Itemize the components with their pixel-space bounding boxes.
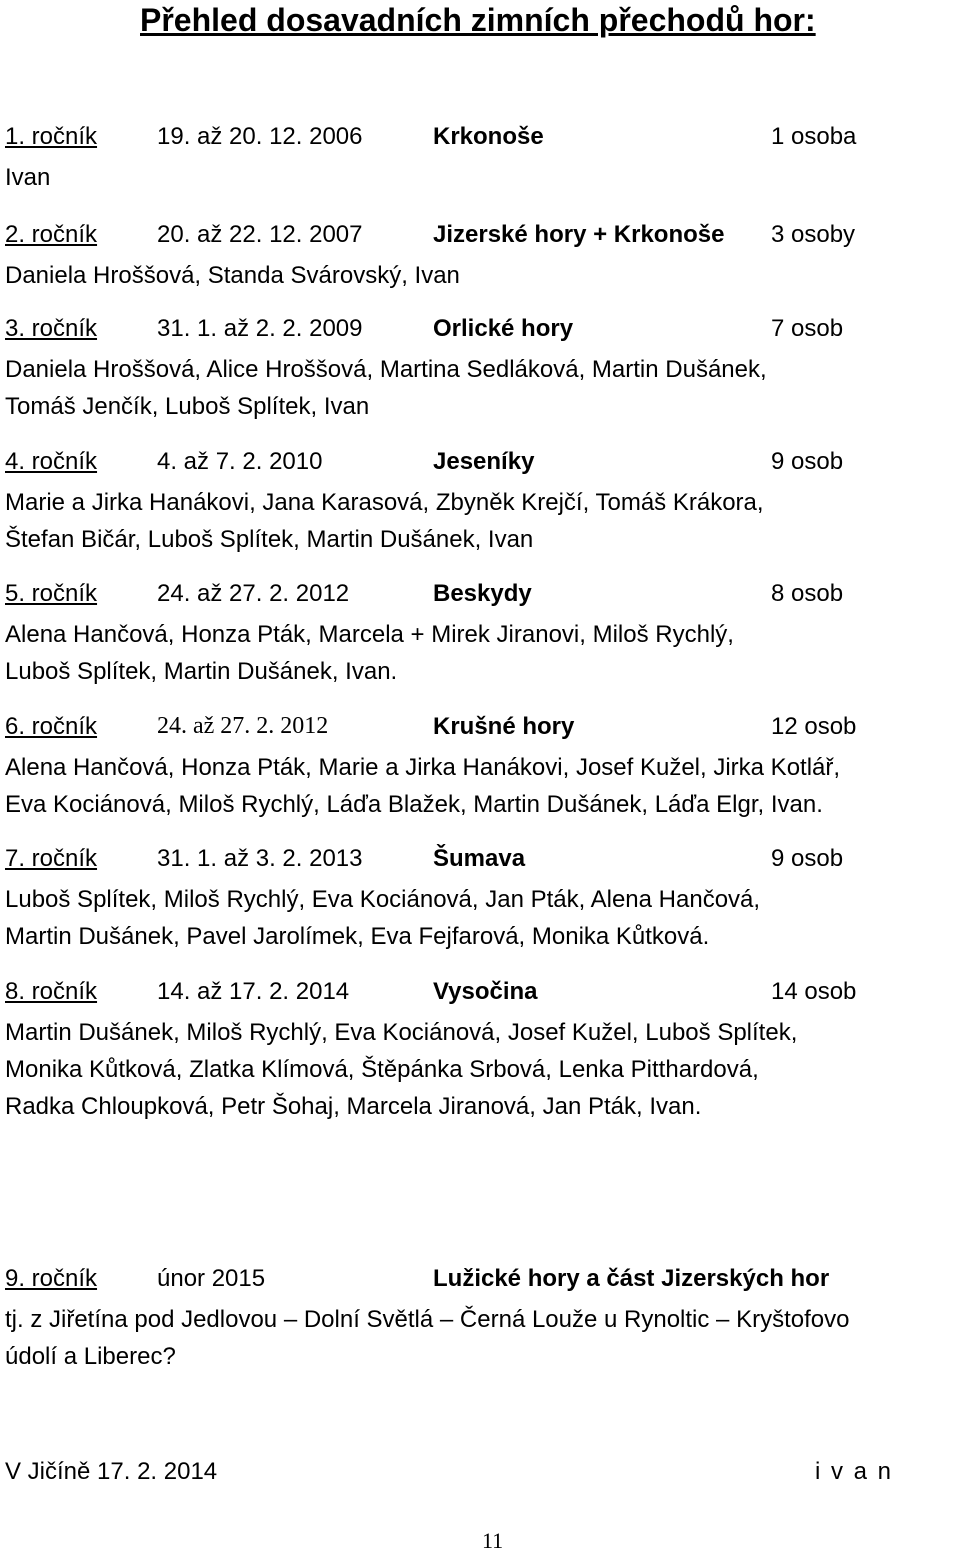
entry-rocnik: 1. ročník — [5, 123, 98, 150]
entry-place: Krušné hory — [433, 713, 575, 740]
page-title: Přehled dosavadních zimních přechodů hor: — [140, 2, 816, 38]
entry-place: Šumava — [433, 845, 526, 872]
entry-route: tj. z Jiřetína pod Jedlovou – Dolní Světlá – Černá Louže u Rynoltic – Kryštofovo údolí a Liberec? — [5, 1306, 850, 1370]
entry-place: Lužické hory a část Jizerských hor — [433, 1265, 830, 1292]
entry-9 — [0, 1265, 960, 1375]
entry-participants: Daniela Hroššová, Standa Svárovský, Ivan — [5, 262, 460, 289]
entry-count: 9 osob — [771, 448, 844, 475]
signature-name: i v a n — [815, 1458, 894, 1485]
entry-count: 14 osob — [771, 978, 857, 1005]
entry-date: 31. 1. až 2. 2. 2009 — [157, 315, 363, 342]
entry-header — [0, 123, 960, 159]
entry-7 — [0, 845, 960, 955]
entry-participants: Alena Hančová, Honza Pták, Marcela + Mirek Jiranovi, Miloš Rychlý, Luboš Splítek, Martin Dušánek, Ivan. — [5, 621, 734, 685]
signature-line — [0, 1458, 960, 1494]
entry-header — [0, 448, 960, 484]
entry-rocnik: 3. ročník — [5, 315, 98, 342]
entry-participants: Ivan — [5, 164, 51, 191]
entry-date: 24. až 27. 2. 2012 — [157, 713, 329, 739]
entry-header — [0, 845, 960, 881]
entry-place: Beskydy — [433, 580, 532, 607]
entry-header — [0, 315, 960, 351]
page-number: 11 — [482, 1528, 504, 1553]
entry-header — [0, 580, 960, 616]
entry-4 — [0, 448, 960, 558]
entry-participants: Martin Dušánek, Miloš Rychlý, Eva Kociánová, Josef Kužel, Luboš Splítek, Monika Kůtková, Zlatka Klímová, Štěpánka Srbová, Lenka Pitthardová, Radka Chloupková, Petr Šohaj, Marcela Jiranová, Jan Pták, Ivan. — [5, 1019, 798, 1120]
entry-participants: Marie a Jirka Hanákovi, Jana Karasová, Zbyněk Krejčí, Tomáš Krákora, Štefan Bičár, Luboš Splítek, Martin Dušánek, Ivan — [5, 489, 764, 553]
entry-place: Krkonoše — [433, 123, 544, 150]
entry-header — [0, 1265, 960, 1301]
entry-2 — [0, 221, 960, 294]
entry-1 — [0, 123, 960, 196]
entry-participants: Luboš Splítek, Miloš Rychlý, Eva Kociánová, Jan Pták, Alena Hančová, Martin Dušánek, Pavel Jarolímek, Eva Fejfarová, Monika Kůtková. — [5, 886, 761, 950]
entry-participants: Daniela Hroššová, Alice Hroššová, Martina Sedláková, Martin Dušánek, Tomáš Jenčík, Luboš Splítek, Ivan — [5, 356, 767, 420]
entry-6 — [0, 713, 960, 823]
entry-place: Jizerské hory + Krkonoše — [433, 221, 725, 248]
entry-rocnik: 7. ročník — [5, 845, 98, 872]
entry-header — [0, 221, 960, 257]
entry-place: Orlické hory — [433, 315, 574, 342]
entry-8 — [0, 978, 960, 1125]
entry-place: Vysočina — [433, 978, 538, 1005]
signature-place-date: V Jičíně 17. 2. 2014 — [5, 1458, 218, 1485]
entry-rocnik: 6. ročník — [5, 713, 98, 740]
entry-participants: Alena Hančová, Honza Pták, Marie a Jirka Hanákovi, Josef Kužel, Jirka Kotlář, Eva Kociánová, Miloš Rychlý, Láďa Blažek, Martin Dušánek, Láďa Elgr, Ivan. — [5, 754, 841, 818]
entry-date: 4. až 7. 2. 2010 — [157, 448, 323, 475]
entry-rocnik: 9. ročník — [5, 1265, 98, 1292]
entry-count: 8 osob — [771, 580, 844, 607]
entry-rocnik: 8. ročník — [5, 978, 98, 1005]
entry-count: 7 osob — [771, 315, 844, 342]
entry-count: 9 osob — [771, 845, 844, 872]
entry-date: 19. až 20. 12. 2006 — [157, 123, 363, 150]
entry-header — [0, 713, 960, 749]
entry-date: 24. až 27. 2. 2012 — [157, 580, 350, 607]
entry-date: 14. až 17. 2. 2014 — [157, 978, 350, 1005]
entry-count: 12 osob — [771, 713, 857, 740]
entry-place: Jeseníky — [433, 448, 535, 475]
entry-3 — [0, 315, 960, 425]
entry-rocnik: 2. ročník — [5, 221, 98, 248]
entry-date: 20. až 22. 12. 2007 — [157, 221, 363, 248]
entry-rocnik: 4. ročník — [5, 448, 98, 475]
entry-5 — [0, 580, 960, 690]
entry-date: únor 2015 — [157, 1265, 266, 1292]
entry-rocnik: 5. ročník — [5, 580, 98, 607]
entry-header — [0, 978, 960, 1014]
entry-count: 3 osoby — [771, 221, 856, 248]
entry-count: 1 osoba — [771, 123, 857, 150]
entry-date: 31. 1. až 3. 2. 2013 — [157, 845, 363, 872]
